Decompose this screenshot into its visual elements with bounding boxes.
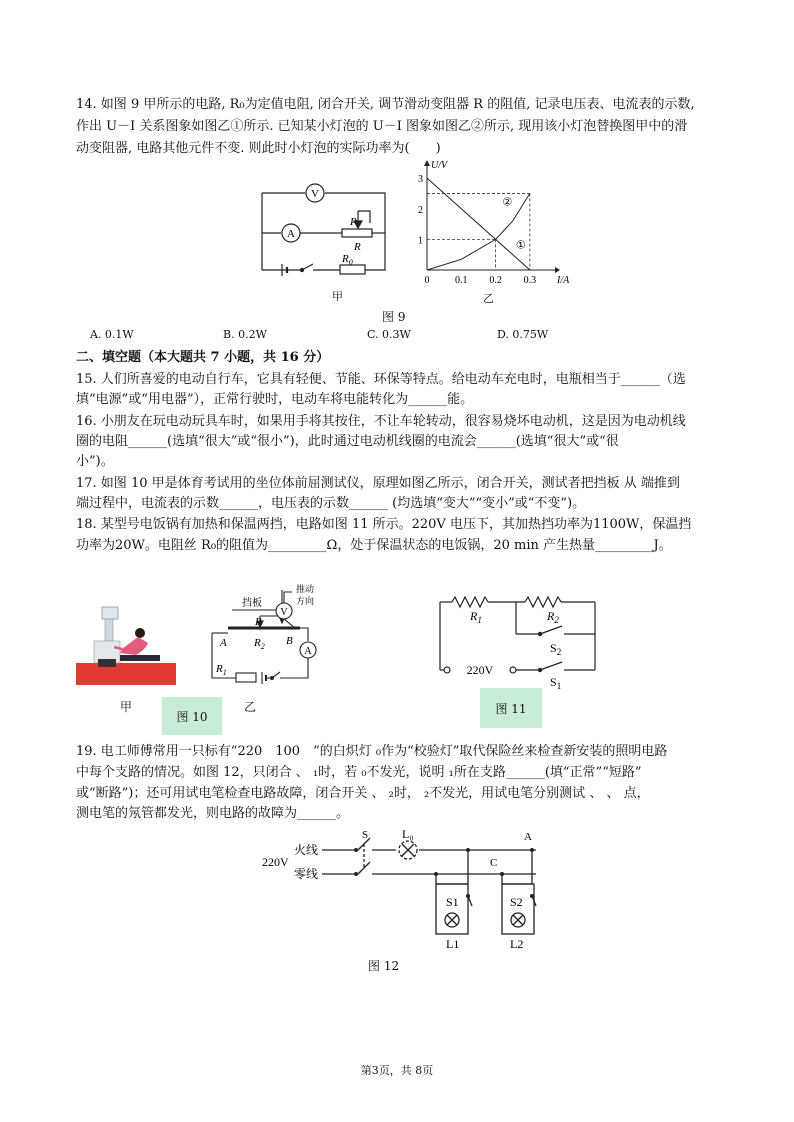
q15-line-2: 填“电源”或“用电器”），正常行驶时，电动车将电能转化为______能。 (76, 392, 474, 407)
fig10-caption: 图 10 (162, 697, 222, 735)
voltage-label: 220V (466, 663, 494, 677)
page-footer: 第3页，共 8页 (360, 1064, 434, 1077)
q19-line-2: 中每个支路的情况。如图 12，只闭合 、 ₁时，若 ₀不发光，说明 ₁所在支路______(填“正常”“短路” (76, 765, 642, 780)
q16-line-2: 圈的电阻______(选填“很大”或“很小”)，此时通过电动机线圈的电流会______(选填“很大”或“很 (76, 434, 619, 449)
s2-label: S2 (510, 895, 523, 909)
r2-label: $R_2$ (254, 637, 265, 651)
s1-label: S1 (446, 895, 459, 909)
q19-line-3: 或“断路”)；还可用试电笔检查电路故障，闭合开关 、 ₂时， ₂不发光，用试电笔分别测试 、 、 点， (76, 786, 650, 801)
series-label-2: ② (502, 196, 513, 209)
slider-label: P (255, 616, 262, 628)
q15-line-1: 15. 人们所喜爱的电动自行车，它具有轻便、节能、环保等特点。给电动车充电时，电瓶相当于______（选 (76, 372, 686, 387)
option-d: D. 0.75W (497, 328, 549, 341)
q14-line-2: 作出 U－I 关系图象如图乙①所示. 已知某小灯泡的 U－I 图象如图乙②所示, 现用该小灯泡替换图甲中的滑 (76, 119, 688, 134)
switch-label: S (362, 829, 369, 841)
q18-line-2: 功率为20W。电阻丝 R₀的阻值为_________Ω，处于保温状态的电饭锅，20 min 产生热量_________J。 (76, 538, 672, 553)
y-tick-label: 3 (418, 174, 423, 186)
series-line-1 (427, 178, 530, 270)
option-b: B. 0.2W (223, 328, 267, 341)
q18-line-1: 18. 某型号电饭锅有加热和保温两挡，电路如图 11 所示。220V 电压下，其加热挡功率为1100W，保温挡 (76, 517, 692, 532)
x-axis-label: I/A (557, 275, 570, 286)
figure-12-circuit (258, 826, 548, 951)
y-axis-label: U/V (431, 160, 448, 171)
neutral-wire-label: 零线 (294, 867, 319, 881)
slider-label: P (350, 216, 357, 228)
figure-11-circuit (430, 588, 605, 691)
ammeter-symbol: A (304, 646, 312, 657)
y-axis-arrow (424, 160, 430, 166)
live-wire-label: 火线 (294, 843, 319, 857)
figure-10-photo (76, 603, 176, 688)
s1-label: $S_1$ (550, 675, 562, 691)
r0-label: $R_0$ (342, 253, 353, 267)
x-axis-arrow (555, 267, 560, 273)
end-a-label: A (220, 637, 227, 649)
point-c-label: C (490, 857, 498, 869)
y-tick-label: 2 (418, 204, 423, 216)
s2-label: $S_2$ (550, 641, 562, 657)
push-direction-label-1: 推动 (296, 584, 315, 594)
figure-9-chart (415, 158, 570, 288)
section-heading: 二、填空题（本大题共 7 小题，共 16 分） (76, 350, 330, 365)
q17-line-1: 17. 如图 10 甲是体育考试用的坐位体前屈测试仪，原理如图乙所示，闭合开关，测试者把挡板 从 端推到 (76, 476, 680, 491)
q16-line-1: 16. 小朋友在玩电动玩具车时，如果用手将其按住，不让车轮转动，很容易烧坏电动机，这是因为电动机线 (76, 414, 686, 429)
option-a: A. 0.1W (90, 328, 134, 341)
fig12-caption: 图 12 (368, 959, 400, 973)
y-tick-label: 1 (418, 235, 423, 247)
figure-9-circuit (250, 175, 400, 295)
q16-line-3: 小”)。 (76, 454, 114, 469)
q14-line-1: 14. 如图 9 甲所示的电路, R₀为定值电阻, 闭合开关, 调节滑动变阻器 R 的阻值, 记录电压表、电流表的示数, (76, 97, 695, 112)
fig9-caption: 图 9 (382, 310, 406, 324)
x-tick-label: 0.1 (455, 275, 468, 286)
voltmeter-symbol: V (280, 607, 288, 618)
r1-label: $R_1$ (216, 663, 227, 677)
series-line-2 (427, 193, 530, 270)
fig10-circuit-label: 乙 (244, 700, 257, 714)
x-tick-label: 0 (424, 275, 430, 286)
lamp-l0-label: L₀ (402, 827, 414, 841)
push-direction-label-2: 方向 (296, 596, 315, 606)
ammeter-symbol: A (287, 228, 295, 240)
q19-line-1: 19. 电工师傅常用一只标有“220 100 ”的白炽灯 ₀作为“校验灯”取代保险丝来检查新安装的照明电路 (76, 744, 668, 759)
point-a-label: A (524, 831, 532, 843)
l1-label: L1 (446, 937, 460, 951)
voltage-label: 220V (262, 855, 289, 869)
fig9-chart-label: 乙 (483, 292, 494, 305)
figure-10-circuit (200, 578, 335, 693)
r1-label: $R_1$ (470, 609, 482, 625)
q19-line-4: 测电笔的氖管都发光，则电路的故障为______。 (76, 806, 350, 821)
end-b-label: B (286, 635, 293, 647)
voltmeter-symbol: V (311, 188, 319, 200)
baffle-label: 挡板 (242, 598, 262, 609)
r2-label: $R_2$ (547, 609, 559, 625)
fig10-photo-label: 甲 (120, 700, 133, 714)
series-label-1: ① (515, 239, 526, 252)
q14-line-3: 动变阻器, 电路其他元件不变. 则此时小灯泡的实际功率为( ) (76, 141, 441, 156)
rheostat-label: R (354, 241, 361, 253)
x-tick-label: 0.2 (489, 275, 502, 286)
fig9-circuit-label: 甲 (332, 290, 343, 303)
x-tick-label: 0.3 (523, 275, 537, 286)
option-c: C. 0.3W (367, 328, 411, 341)
q17-line-2: 端过程中，电流表的示数______，电压表的示数______ (均选填“变大”“变小”或“不变”)。 (76, 496, 586, 511)
fig11-caption: 图 11 (480, 688, 542, 728)
l2-label: L2 (510, 937, 524, 951)
